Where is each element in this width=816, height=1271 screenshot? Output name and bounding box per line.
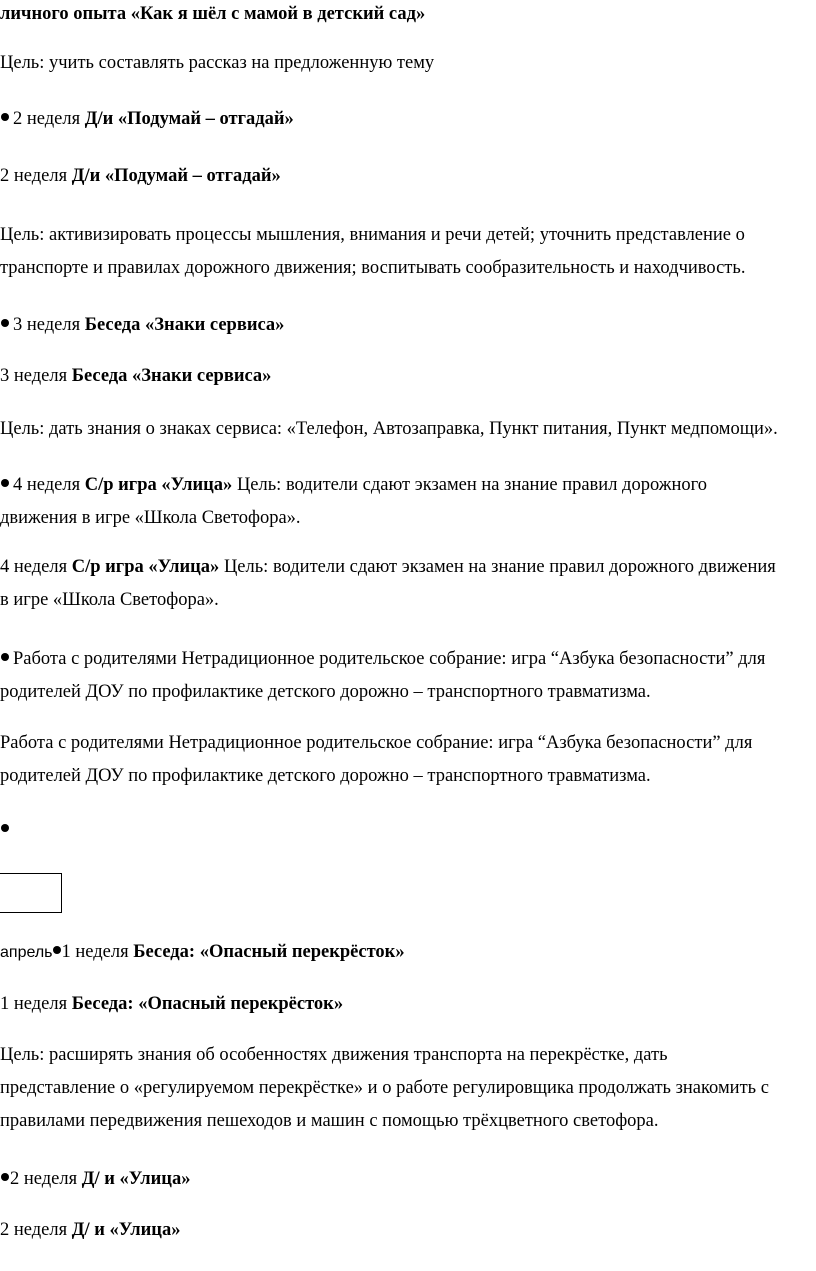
week-4-paragraph-line-2: [0, 588, 219, 612]
week-label: 4 неделя: [13, 475, 85, 495]
empty-table-cell: [0, 873, 62, 913]
bullet-item-week-3: [0, 313, 284, 337]
week-label: 1 неделя: [0, 994, 72, 1014]
week-1-paragraph: [0, 992, 343, 1016]
goal-text: Цель: водители сдают экзамен на знание правил дорожного: [232, 475, 708, 495]
month-label: апрель: [0, 944, 53, 961]
activity-title: Д/ и «Улица»: [71, 1220, 181, 1240]
activity-title: Беседа «Знаки сервиса»: [71, 366, 272, 386]
bullet-icon: [1, 319, 9, 327]
bullet-icon: [1, 1173, 9, 1181]
activity-title: С/р игра «Улица»: [71, 557, 220, 577]
week-label: 2 неделя: [10, 1169, 82, 1189]
week-2-paragraph: [0, 164, 281, 188]
activity-title: Д/и «Подумай – отгадай»: [84, 109, 294, 129]
week-label: 3 неделя: [0, 366, 72, 386]
activity-title: Д/и «Подумай – отгадай»: [71, 166, 281, 186]
goal-text: Цель: активизировать процессы мышления, внимания и речи детей; уточнить представление о: [0, 225, 745, 245]
parents-text: родителей ДОУ по профилактике детского дорожно – транспортного травматизма.: [0, 682, 651, 702]
april-week-1-item: [0, 940, 405, 965]
week-label: 2 неделя: [0, 1220, 72, 1240]
week-label: 2 неделя: [0, 166, 72, 186]
parents-text: Работа с родителями Нетрадиционное родительское собрание: игра “Азбука безопасности” для: [0, 733, 753, 753]
activity-title: Д/ и «Улица»: [81, 1169, 191, 1189]
bullet-item-parents-line-2: [0, 680, 651, 704]
week-label: 3 неделя: [13, 315, 85, 335]
goal-text: Цель: водители сдают экзамен на знание правил дорожного движения: [219, 557, 776, 577]
goal-text: представление о «регулируемом перекрёстке» и о работе регулировщика продолжать знакомить с: [0, 1078, 769, 1098]
activity-title: Беседа: «Опасный перекрёсток»: [71, 994, 344, 1014]
bullet-icon: [1, 824, 9, 832]
goal-text: Цель: учить составлять рассказ на предложенную тему: [0, 53, 435, 73]
paragraph-heading-fragment: [0, 2, 425, 26]
goal-paragraph-line-1: [0, 1043, 668, 1067]
goal-paragraph-line-2: [0, 256, 745, 280]
goal-paragraph: [0, 51, 434, 75]
empty-bullet-item: [0, 818, 13, 842]
bullet-icon: [1, 113, 9, 121]
goal-paragraph-line-3: [0, 1109, 659, 1133]
bullet-icon: [1, 479, 9, 487]
heading-text: личного опыта «Как я шёл с мамой в детский сад»: [0, 4, 426, 24]
parents-text: Работа с родителями Нетрадиционное родительское собрание: игра “Азбука безопасности” для: [13, 649, 766, 669]
goal-text: в игре «Школа Светофора».: [0, 590, 219, 610]
week-label: 4 неделя: [0, 557, 72, 577]
goal-text: движения в игре «Школа Светофора».: [0, 508, 301, 528]
week-label: 2 неделя: [13, 109, 85, 129]
goal-paragraph: [0, 417, 778, 441]
activity-title: Беседа: «Опасный перекрёсток»: [133, 942, 405, 962]
week-4-paragraph-line-1: [0, 555, 776, 579]
parents-text: родителей ДОУ по профилактике детского дорожно – транспортного травматизма.: [0, 766, 651, 786]
goal-paragraph-line-1: [0, 223, 745, 247]
goal-paragraph-line-2: [0, 1076, 769, 1100]
bullet-item-week-2-street: [0, 1167, 190, 1191]
bullet-item-week-4-line-1: [0, 473, 707, 497]
parents-paragraph-line-1: [0, 731, 752, 755]
week-2-street-paragraph: [0, 1218, 180, 1242]
bullet-icon: [1, 653, 9, 661]
parents-paragraph-line-2: [0, 764, 651, 788]
goal-text: Цель: расширять знания об особенностях движения транспорта на перекрёстке, дать: [0, 1045, 668, 1065]
goal-text: транспорте и правилах дорожного движения; воспитывать сообразительность и находчивость.: [0, 258, 746, 278]
goal-text: Цель: дать знания о знаках сервиса: «Телефон, Автозаправка, Пункт питания, Пункт медпомощи».: [0, 419, 778, 439]
week-3-paragraph: [0, 364, 271, 388]
bullet-item-week-4-line-2: [0, 506, 301, 530]
bullet-item-week-2: [0, 107, 294, 131]
bullet-icon: [53, 946, 61, 954]
bullet-item-parents-line-1: [0, 647, 765, 671]
activity-title: С/р игра «Улица»: [84, 475, 233, 495]
goal-text: правилами передвижения пешеходов и машин с помощью трёхцветного светофора.: [0, 1111, 659, 1131]
activity-title: Беседа «Знаки сервиса»: [84, 315, 285, 335]
week-label: 1 неделя: [61, 942, 134, 962]
